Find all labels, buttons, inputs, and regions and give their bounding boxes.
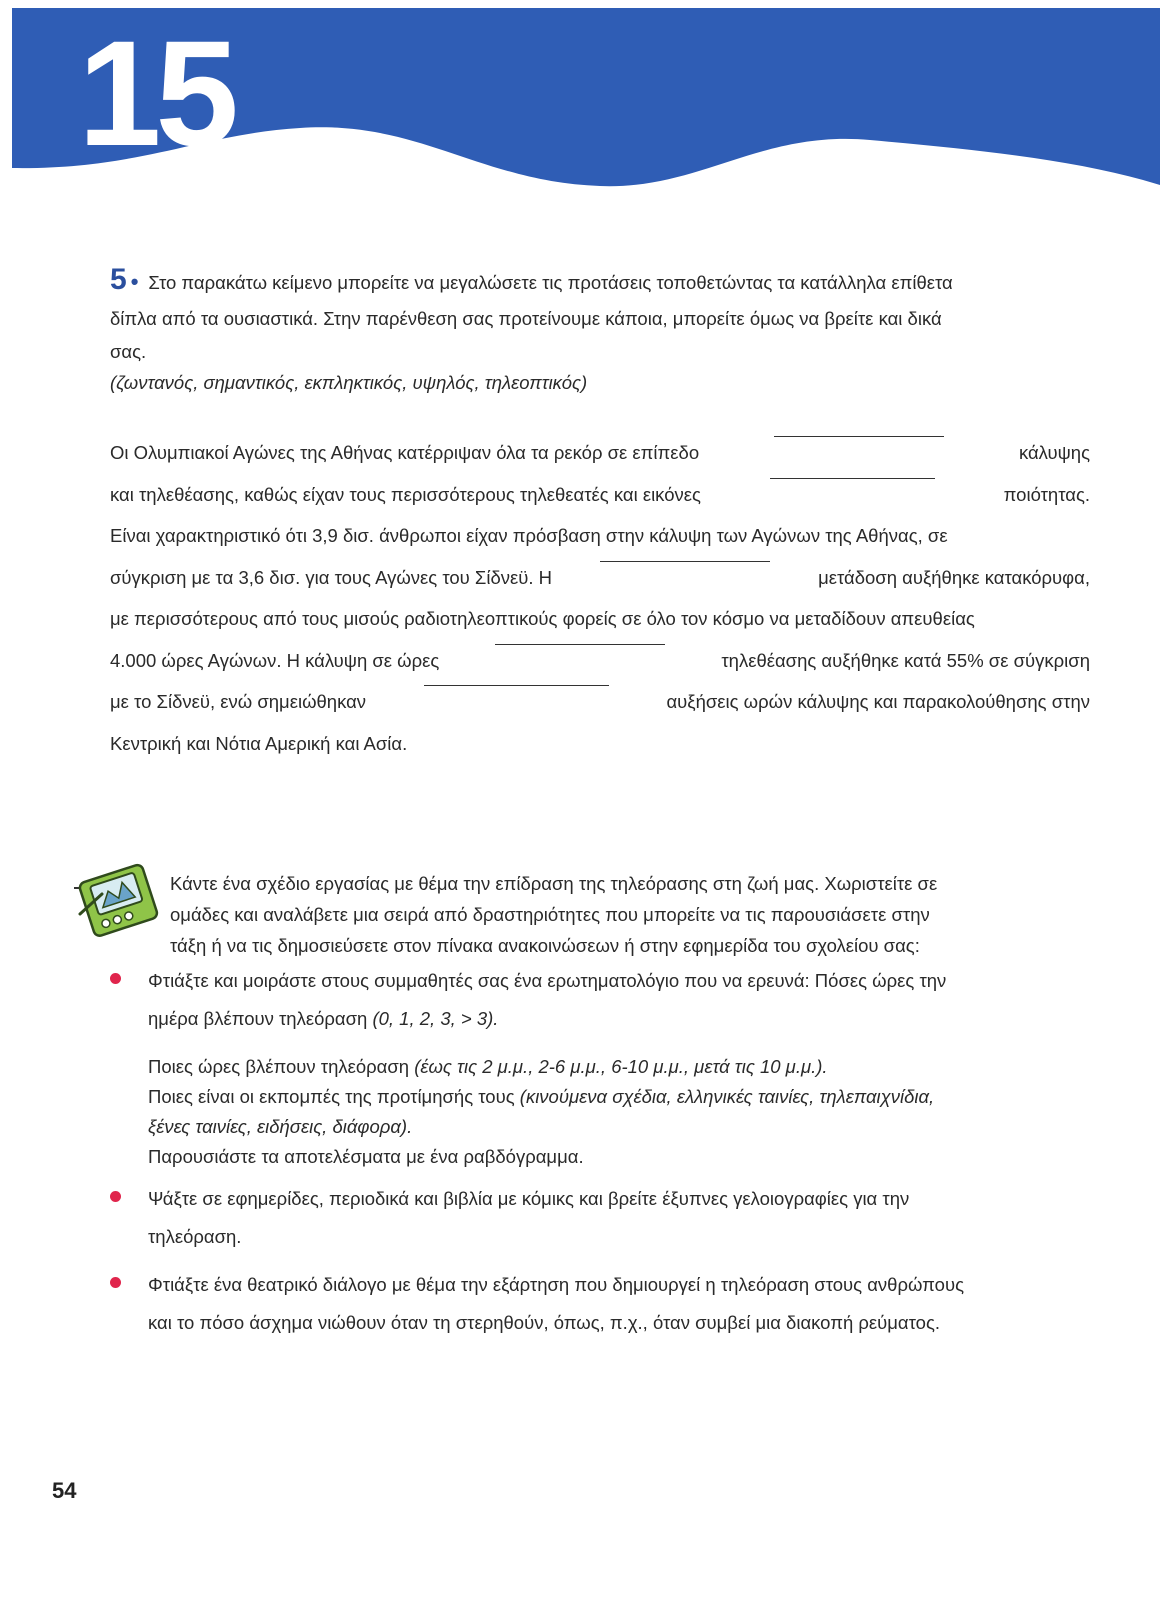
cloze-line <box>110 557 1090 599</box>
project-intro-line: τάξη ή να τις δημοσιεύσετε στον πίνακα ανακοινώσεων ή στην εφημερίδα του σχολείου σας: <box>170 935 920 956</box>
project-intro-line: ομάδες και αναλάβετε μια σειρά από δραστηριότητες που μπορείτε να τις παρουσιάσετε στην <box>170 904 930 925</box>
cloze-text: σύγκριση με τα 3,6 δισ. για τους Αγώνες του Σίδνεϋ. Η <box>110 566 553 588</box>
exercise-number: 5 <box>110 263 127 296</box>
list-item-text: τηλεόραση. <box>148 1226 242 1247</box>
list-item-text: Ποιες είναι οι εκπομπές της προτίμησής τους <box>148 1086 515 1107</box>
list-item-italic: (κινούμενα σχέδια, ελληνικές ταινίες, τηλεπαιχνίδια, <box>519 1086 935 1107</box>
cloze-text: αυξήσεις ωρών κάλυψης και παρακολούθησης στην <box>666 691 1090 712</box>
cloze-text: μετάδοση αυξήθηκε κατακόρυφα, <box>818 566 1090 588</box>
cloze-line <box>110 432 1090 474</box>
list-item-text <box>148 1082 1090 1112</box>
cloze-line: με περισσότερους από τους μισούς ραδιοτηλεοπτικούς φορείς σε όλο τον κόσμο να μεταδίδουν απευθείας <box>110 608 975 629</box>
list-item-italic: (έως τις 2 μ.μ., 2-6 μ.μ., 6-10 μ.μ., μετά τις 10 μ.μ.). <box>414 1056 828 1077</box>
instruction-text: Στο παρακάτω κείμενο μπορείτε να μεγαλώσετε τις προτάσεις τοποθετώντας τα κατάλληλα επίθετα <box>148 272 953 293</box>
activity-list <box>110 962 1090 1342</box>
exercise-number-dot: • <box>130 269 139 294</box>
cloze-line <box>110 681 1090 723</box>
list-item-text: Ψάξτε σε εφημερίδες, περιοδικά και βιβλία με κόμικς και βρείτε έξυπνες γελοιογραφίες για την <box>148 1188 910 1209</box>
list-item-text <box>148 1000 1090 1038</box>
exercise-5 <box>110 262 1090 399</box>
adjective-hint: (ζωντανός, σημαντικός, εκπληκτικός, υψηλός, τηλεοπτικός) <box>110 372 588 393</box>
cloze-text: 4.000 ώρες Αγώνων. Η κάλυψη σε ώρες <box>110 649 440 671</box>
list-item-text: Ποιες ώρες βλέπουν τηλεόραση <box>148 1056 410 1077</box>
project-intro-line: Κάντε ένα σχέδιο εργασίας με θέμα την επίδραση της τηλεόρασης στη ζωή μας. Χωριστείτε σε <box>170 873 938 894</box>
list-item <box>110 962 1090 1172</box>
exercise-instruction-line: δίπλα από τα ουσιαστικά. Στην παρένθεση σας προτείνουμε κάποια, μπορείτε όμως να βρείτε και δικά <box>110 308 942 329</box>
list-item <box>110 1266 1090 1342</box>
cloze-paragraph <box>110 432 1090 764</box>
chapter-number: 15 <box>78 9 233 177</box>
list-item-text: και το πόσο άσχημα νιώθουν όταν τη στερηθούν, όπως, π.χ., όταν συμβεί μια διακοπή ρεύματος. <box>148 1312 941 1333</box>
exercise-instruction-line <box>110 262 1090 301</box>
blank-field[interactable] <box>770 478 935 479</box>
list-item-text: Φτιάξτε και μοιράστε στους συμμαθητές σας ένα ερωτηματολόγιο που να ερευνά: Πόσες ώρες την <box>148 970 947 991</box>
list-item-text: ημέρα βλέπουν τηλεόραση <box>148 1008 368 1029</box>
cloze-text: με το Σίδνεϋ, ενώ σημειώθηκαν <box>110 691 367 712</box>
blank-field[interactable] <box>774 436 944 437</box>
cloze-text: κάλυψης <box>1018 442 1090 463</box>
cloze-line <box>110 640 1090 682</box>
list-item-italic: ξένες ταινίες, ειδήσεις, διάφορα). <box>148 1116 413 1137</box>
list-item-text <box>148 1052 1090 1082</box>
blank-field[interactable] <box>424 685 609 686</box>
bullet-icon <box>110 1191 121 1202</box>
bullet-icon <box>110 973 121 984</box>
list-item-text: Φτιάξτε ένα θεατρικό διάλογο με θέμα την εξάρτηση που δημιουργεί η τηλεόραση στους ανθρώπους <box>148 1274 964 1295</box>
project-folder-icon <box>72 858 162 944</box>
cloze-text: Οι Ολυμπιακοί Αγώνες της Αθήνας κατέρριψαν όλα τα ρεκόρ σε επίπεδο <box>110 442 700 463</box>
list-item-italic: (0, 1, 2, 3, > 3). <box>372 1008 499 1029</box>
list-item <box>110 1180 1090 1256</box>
cloze-text: τηλεθέασης αυξήθηκε κατά 55% σε σύγκριση <box>721 649 1090 671</box>
cloze-text: ποιότητας. <box>1003 483 1090 505</box>
cloze-line <box>110 474 1090 516</box>
list-item-text: Παρουσιάστε τα αποτελέσματα με ένα ραβδόγραμμα. <box>148 1146 584 1167</box>
cloze-line: Είναι χαρακτηριστικό ότι 3,9 δισ. άνθρωποι είχαν πρόσβαση στην κάλυψη των Αγώνων της Αθήνας, σε <box>110 525 948 546</box>
bullet-icon <box>110 1277 121 1288</box>
cloze-line: Κεντρική και Νότια Αμερική και Ασία. <box>110 732 408 754</box>
blank-field[interactable] <box>600 561 770 562</box>
blank-field[interactable] <box>495 644 665 645</box>
page-number: 54 <box>52 1478 77 1503</box>
cloze-text: και τηλεθέασης, καθώς είχαν τους περισσότερους τηλεθεατές και εικόνες <box>110 483 701 505</box>
exercise-instruction-line: σας. <box>110 341 147 362</box>
project-intro <box>170 868 1090 961</box>
